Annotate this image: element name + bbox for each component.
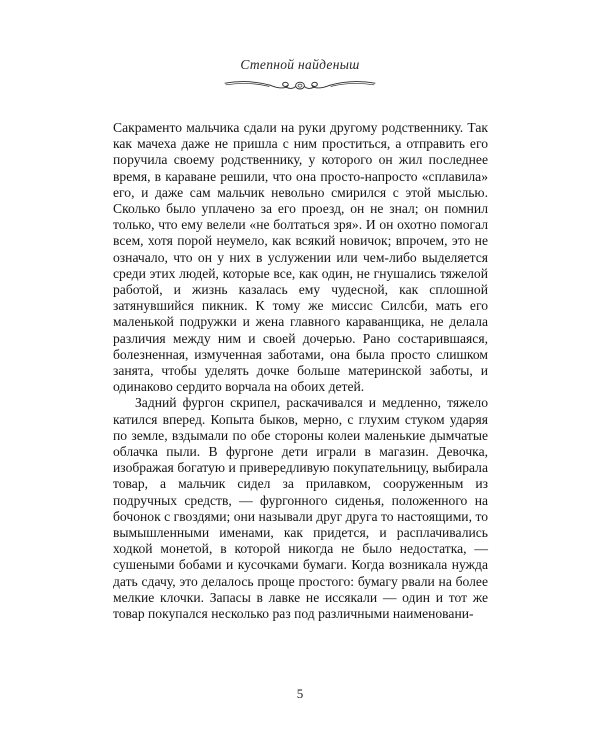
running-head	[0, 58, 600, 96]
page-number: 5	[296, 686, 304, 701]
body-text	[113, 120, 488, 622]
paragraph: Сакраменто мальчика сдали на руки другому родственнику. Так как мачеха даже не пришла с ним проститься, а отправить его поручила своему родственнику, у которого он жил последнее время, в караване решили, что она просто-напросто «сплавила» его, и даже сам мальчик невольно смирился с этой мыслью. Сколько было уплачено за его проезд, он не знал; он помнил только, что ему велели «не болтаться зря». И он охотно помогал всем, хотя порой неумело, как всякий новичок; впрочем, это не означало, что он у них в услужении или чем-либо выделяется среди этих людей, которые все, как один, не гнушались тяжелой работой, и жизнь казалась ему чудесной, как сплошной затянувшийся пикник. К тому же миссис Силсби, мать его маленькой подружки и жена главного караванщика, не делала различия между ним и своей дочерью. Рано состарившаяся, болезненная, измученная заботами, она была просто слишком занята, чтобы уделять дочке больше материнской заботы, и одинаково сердито ворчала на обоих детей.	[113, 120, 488, 395]
paragraph: Задний фургон скрипел, раскачивался и медленно, тяжело катился вперед. Копыта быков, мерно, с глухим стуком ударяя по земле, вздымали по обе стороны колеи маленькие дымчатые облачка пыли. В фургоне дети играли в магазин. Девочка, изображая богатую и привередливую покупательницу, выбирала товар, а мальчик сидел за прилавком, сооруженным из подручных средств, — фургонного сиденья, положенного на бочонок с гвоздями; они называли друг друга то настоящими, то вымышленными именами, как придется, и расплачивались ходкой монетой, в которой никогда не было недостатка, — сушеными бобами и кусочками бумаги. Когда возникала нужда дать сдачу, это делалось проще простого: бумагу рвали на более мелкие клочки. Запасы в лавке не иссякали — один и тот же товар покупался несколько раз под различными наименовани-	[113, 395, 488, 622]
flourish-divider-ornament	[222, 76, 378, 96]
running-head-title: Степной найденыш	[240, 57, 360, 72]
